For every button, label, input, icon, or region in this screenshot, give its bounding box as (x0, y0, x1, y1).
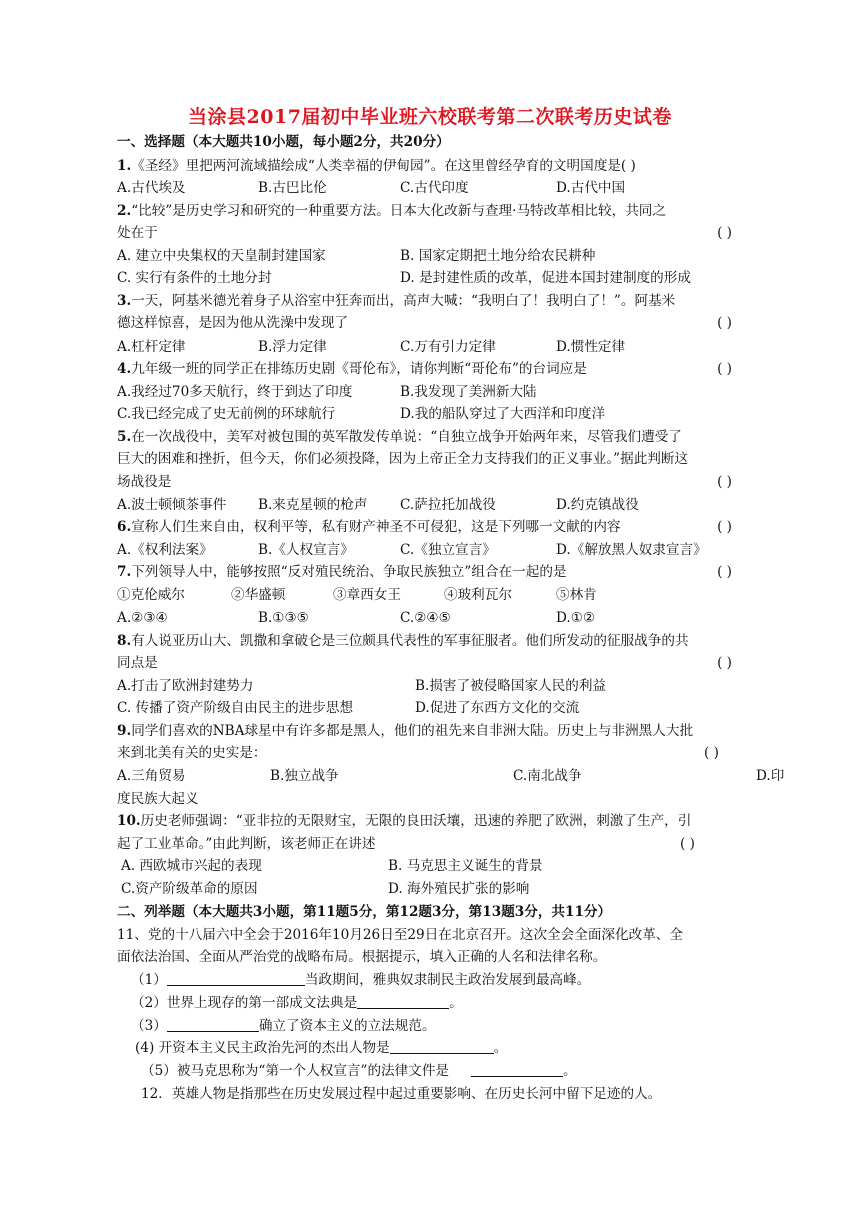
exam-title: 当涂县2017届初中毕业班六校联考第二次联考历史试卷 (188, 106, 672, 128)
question-text-cont: 同点是 (117, 655, 158, 671)
option-c: C.萨拉托加战役 (400, 497, 496, 513)
fill-item-2 (131, 992, 463, 1014)
option-d: D.我的船队穿过了大西洋和印度洋 (400, 406, 606, 422)
option-b: B.我发现了美洲新大陆 (400, 384, 537, 400)
option-d: D.惯性定律 (556, 339, 626, 355)
item-1: ①克伦威尔 (117, 587, 185, 603)
option-c: C. 实行有条件的土地分封 (117, 270, 272, 286)
option-b: B.浮力定律 (258, 339, 327, 355)
question-text-cont: 面依法治国、全面从严治党的战略布局。根据提示，填入正确的人名和法律名称。 (117, 949, 607, 965)
fill-prefix: （2）世界上现存的第一部成文法典是 (131, 995, 358, 1011)
question-text: 有人说亚历山大、凯撒和拿破仑是三位颇具代表性的军事征服者。他们所发动的征服战争的共 (131, 633, 689, 649)
question-number: 1. (117, 158, 132, 174)
answer-bracket: ( ) (717, 474, 732, 490)
option-b: B. 马克思主义诞生的背景 (388, 858, 543, 874)
option-b: B.①③⑤ (258, 610, 309, 626)
question-text-cont: 德这样惊喜，是因为他从洗澡中发现了 (117, 315, 349, 331)
question-1 (117, 155, 636, 177)
option-b: B.来克星顿的枪声 (258, 497, 368, 513)
answer-bracket: ( ) (717, 225, 732, 241)
question-text-cont: 巨大的困难和挫折，但今天，你们必须投降，因为上帝正全力支持我们的正义事业。”据此判断这 (117, 451, 689, 467)
option-d-cont: 度民族大起义 (117, 791, 199, 807)
option-d: D.①② (556, 610, 596, 626)
option-b: B.《人权宣言》 (258, 542, 354, 558)
option-d: D.约克镇战役 (556, 497, 639, 513)
option-b: B.独立战争 (270, 768, 339, 784)
question-text-cont: 来到北美有关的史实是： (117, 745, 267, 761)
question-number: 5. (117, 429, 132, 445)
question-number: 3. (117, 293, 132, 309)
question-text-cont: 起了工业革命。”由此判断，该老师正在讲述 (117, 836, 376, 852)
option-a: A.打击了欧洲封建势力 (117, 678, 254, 694)
fill-suffix: 。 (493, 1040, 508, 1056)
question-text: 宣称人们生来自由，权利平等，私有财产神圣不可侵犯，这是下列哪一文献的内容 (131, 519, 621, 535)
fill-suffix: 。 (563, 1063, 577, 1079)
option-d: D.《解放黑人奴隶宣言》 (556, 542, 707, 558)
option-c: C.我已经完成了史无前例的环球航行 (117, 406, 336, 422)
question-8 (117, 630, 689, 652)
answer-blank[interactable] (471, 1061, 563, 1077)
fill-prefix: （1） (131, 972, 167, 988)
option-c: C.《独立宣言》 (400, 542, 496, 558)
option-a: A.古代埃及 (117, 180, 186, 196)
question-3 (117, 290, 675, 312)
answer-bracket: ( ) (717, 519, 732, 535)
question-text: 在一次战役中，美军对被包围的英军散发传单说：“自独立战争开始两年来，尽管我们遭受了 (131, 429, 682, 445)
question-5 (117, 426, 682, 448)
fill-prefix: （3） (131, 1018, 167, 1034)
answer-bracket: ( ) (704, 745, 719, 761)
answer-bracket: ( ) (717, 315, 732, 331)
option-d: D.印 (756, 768, 785, 784)
question-number: 9. (117, 723, 132, 739)
option-d: D.古代中国 (556, 180, 626, 196)
fill-suffix: 当政期间，雅典奴隶制民主政治发展到最高峰。 (304, 972, 591, 988)
fill-suffix: 确立了资本主义的立法规范。 (258, 1018, 436, 1034)
answer-bracket: ( ) (717, 361, 732, 377)
question-text: 下列领导人中，能够按照“反对殖民统治、争取民族独立”组合在一起的是 (131, 564, 567, 580)
option-b: B.古巴比伦 (258, 180, 327, 196)
question-10 (117, 810, 691, 832)
item-2: ②华盛顿 (231, 587, 286, 603)
option-a: A.《权利法案》 (117, 542, 213, 558)
item-4: ④玻利瓦尔 (444, 587, 512, 603)
answer-blank[interactable] (167, 970, 305, 986)
fill-item-3 (131, 1015, 436, 1037)
option-d: D. 海外殖民扩张的影响 (388, 881, 530, 897)
question-text: 一天，阿基米德光着身子从浴室中狂奔而出，高声大喊：“我明白了！我明白了！”。阿基米 (131, 293, 676, 309)
answer-blank[interactable] (357, 993, 449, 1009)
fill-prefix: （5）被马克思称为“第一个人权宣言”的法律文件是 (141, 1063, 450, 1079)
answer-blank[interactable] (167, 1016, 259, 1032)
option-c: C. 传播了资产阶级自由民主的进步思想 (117, 700, 354, 716)
option-d: D.促进了东西方文化的交流 (415, 700, 580, 716)
item-5: ⑤林肯 (556, 587, 597, 603)
question-12: 12．英雄人物是指那些在历史发展过程中起过重要影响、在历史长河中留下足迹的人。 (141, 1086, 662, 1102)
answer-blank[interactable] (390, 1038, 494, 1054)
answer-bracket: ( ) (717, 564, 732, 580)
question-number: 4. (117, 361, 132, 377)
option-a: A.杠杆定律 (117, 339, 186, 355)
question-number: 6. (117, 519, 132, 535)
section-2-heading: 二、列举题（本大题共3小题，第11题5分，第12题3分，第13题3分，共11分） (117, 904, 612, 920)
item-3: ③章西女王 (333, 587, 401, 603)
question-number: 8. (117, 633, 132, 649)
option-c: C.古代印度 (400, 180, 469, 196)
question-text: “比较”是历史学习和研究的一种重要方法。日本大化改新与查理·马特改革相比较，共同之 (131, 203, 666, 219)
question-text-cont: 处在于 (117, 225, 158, 241)
option-c: C.南北战争 (513, 768, 582, 784)
option-b: B. 国家定期把土地分给农民耕种 (400, 248, 596, 264)
answer-bracket: ( ) (680, 836, 695, 852)
question-7 (117, 561, 567, 583)
option-a: A.波士顿倾茶事件 (117, 497, 227, 513)
question-text: 九年级一班的同学正在排练历史剧《哥伦布》，请你判断“哥伦布”的台词应是 (131, 361, 587, 377)
answer-bracket: ( ) (717, 655, 732, 671)
question-11: 11、党的十八届六中全会于2016年10月26日至29日在北京召开。这次全会全面深化改革、全 (117, 927, 683, 943)
question-text-cont: 场战役是 (117, 474, 172, 490)
question-number: 2. (117, 203, 132, 219)
fill-suffix: 。 (449, 995, 463, 1011)
question-number: 10. (117, 813, 141, 829)
option-d: D. 是封建性质的改革，促进本国封建制度的形成 (400, 270, 691, 286)
fill-prefix: (4) 开资本主义民主政治先河的杰出人物是 (135, 1040, 390, 1056)
fill-item-4 (135, 1037, 507, 1059)
fill-item-1 (131, 969, 590, 991)
question-9 (117, 720, 693, 742)
option-a: A.②③④ (117, 610, 168, 626)
option-a: A.我经过70多天航行，终于到达了印度 (117, 384, 353, 400)
section-1-heading: 一、选择题（本大题共10小题，每小题2分，共20分） (117, 134, 450, 150)
fill-item-5 (141, 1060, 577, 1082)
option-c: C.②④⑤ (400, 610, 451, 626)
question-4 (117, 358, 587, 380)
option-b: B.损害了被侵略国家人民的利益 (415, 678, 607, 694)
question-2 (117, 200, 666, 222)
question-text: 《圣经》里把两河流域描绘成“人类幸福的伊甸园”。在这里曾经孕育的文明国度是( ) (131, 158, 636, 174)
option-a: A. 西欧城市兴起的表现 (121, 858, 262, 874)
option-c: C.资产阶级革命的原因 (121, 881, 258, 897)
question-6 (117, 516, 621, 538)
option-c: C.万有引力定律 (400, 339, 496, 355)
option-a: A. 建立中央集权的天皇制封建国家 (117, 248, 326, 264)
option-a: A.三角贸易 (117, 768, 186, 784)
question-text: 历史老师强调：“亚非拉的无限财宝，无限的良田沃壤，迅速的养肥了欧洲，刺激了生产，引 (140, 813, 692, 829)
question-number: 7. (117, 564, 132, 580)
question-text: 同学们喜欢的NBA球星中有许多都是黑人，他们的祖先来自非洲大陆。历史上与非洲黑人大批 (131, 723, 694, 739)
